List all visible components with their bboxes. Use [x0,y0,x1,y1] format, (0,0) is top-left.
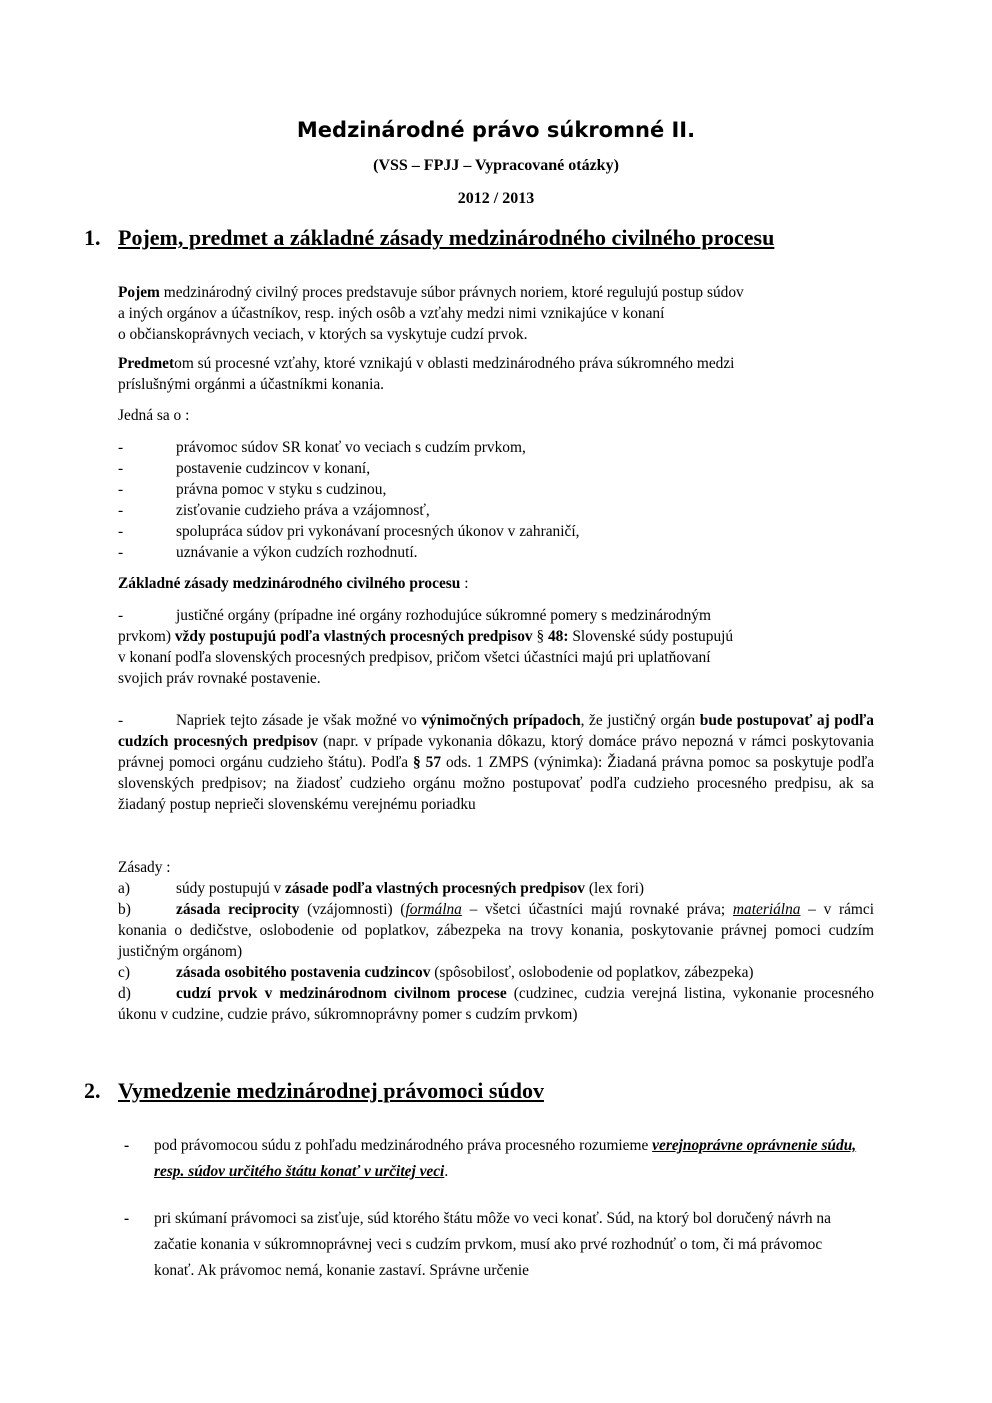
list-marker: - [118,502,124,519]
paragraph-bold-text: § 57 [413,754,442,771]
list-item-text: uznávanie a výkon cudzích rozhodnutí. [176,544,418,561]
predmet-term: Predmet [118,355,175,372]
list-marker: - [118,439,124,456]
paragraph-text: prvkom) [118,628,175,645]
list-item-text: právna pomoc v styku s cudzinou, [176,481,387,498]
paragraph-text: svojich práv rovnaké postavenie. [118,670,321,687]
list-item [118,437,874,458]
list-item-text: zisťovanie cudzieho práva a vzájomnosť, [176,502,430,519]
item-text: (lex fori) [585,880,644,897]
item-text: (vzájomnosti) ( [299,901,406,918]
principle-item-c [118,962,874,983]
principles-heading-text: Základné zásady medzinárodného civilného procesu [118,575,461,592]
paragraph-marker: - [118,607,124,624]
paragraph-text: ods. 1 ZMPS (výnimka): Žiadaná právna pomoc sa poskytuje podľa slovenských predpisov; na žiadosť cudzieho orgánu možno postupovať podľa cudzieho procesného predpisu, ak sa žiadaný postup neprieči slovenskému verejnému poriadku [118,754,875,813]
list-item [124,1133,864,1185]
paragraph-text: , že justičný orgán [580,712,700,729]
principle-item-d [118,983,874,1025]
item-bold-text: zásada reciprocity [176,901,300,918]
list-item-text: spolupráca súdov pri vykonávaní procesných úkonov v zahraničí, [176,523,580,540]
item-marker: c) [118,964,130,981]
paragraph-text: justičné orgány (prípadne iné orgány rozhodujúce súkromné pomery s medzinárodným [176,607,711,624]
jedna-sa-o-label [118,405,874,426]
paragraph-text: § [532,628,548,645]
item-text: . [444,1163,449,1180]
principle-paragraph-2 [118,710,874,815]
academic-year: 2012 / 2013 [457,190,535,207]
item-marker: d) [118,985,131,1002]
pojem-paragraph [118,282,874,345]
predmet-paragraph [118,353,874,395]
paragraph-marker: - [118,712,124,729]
list-marker: - [118,544,124,561]
list-item [118,458,874,479]
item-bold-text: zásada osobitého postavenia cudzincov [176,964,431,981]
pojem-line: medzinárodný civilný proces predstavuje súbor právnych noriem, ktoré regulujú postup súdov [159,284,744,301]
list-item [118,479,874,500]
item-text: – v rámci konania o dedičstve, oslobodenie od poplatkov, zábezpeka na trovy konania, poskytovanie právnej pomoci cudzím justičným orgánom) [118,901,875,960]
section-1-title: Pojem, predmet a základné zásady medzinárodného civilného procesu [118,225,775,250]
item-marker: b) [118,901,131,918]
list-item [118,500,874,521]
item-marker: a) [118,880,130,897]
paragraph-bold-text: vždy postupujú podľa vlastných procesných predpisov [174,628,533,645]
pojem-term: Pojem [118,284,160,301]
predmet-line: om sú procesné vzťahy, ktoré vznikajú v oblasti medzinárodného práva súkromného medzi [174,355,735,372]
list-item [118,521,874,542]
list-item [124,1206,864,1284]
item-bold-text: cudzí prvok v medzinárodnom civilnom procese [176,985,507,1002]
list-item-text: pri skúmaní právomoci sa zisťuje, súd ktorého štátu môže vo veci konať. Súd, na ktorý bol doručený návrh na začatie konania v súkromnoprávnej veci s cudzím prvkom, musí ako prvé rozhodnúť o tom, či má právomoc konať. Ak právomoc nemá, konanie zastaví. Správne určenie [154,1210,831,1279]
section-1-number: 1. [84,225,101,250]
principle-item-a [118,878,874,899]
item-italic-text: formálna [405,901,462,918]
principle-paragraph-1 [118,605,874,689]
section-2-number: 2. [84,1078,101,1103]
predmet-line: príslušnými orgánmi a účastníkmi konania. [118,376,385,393]
section-2-list [124,1206,864,1284]
paragraph-text: v konaní podľa slovenských procesných predpisov, pričom všetci účastníci majú pri uplatňovaní [118,649,711,666]
principles-heading-suffix: : [460,575,469,592]
paragraph-text: Slovenské súdy postupujú [568,628,734,645]
list-item-text: právomoc súdov SR konať vo veciach s cudzím prvkom, [176,439,526,456]
list-item-text [154,1133,864,1185]
pojem-line: a iných orgánov a účastníkov, resp. iných osôb a vzťahy medzi nimi vznikajúce v konaní [118,305,665,322]
item-text: – všetci účastníci majú rovnaké práva; [461,901,733,918]
list-marker: - [124,1137,130,1154]
section-2-title: Vymedzenie medzinárodnej právomoci súdov [118,1078,544,1103]
item-emphasis-text: verejnoprávne oprávnenie súdu, resp. súdov určitého štátu konať v určitej veci [154,1137,857,1180]
item-italic-text: materiálna [732,901,801,918]
paragraph-text: Napriek tejto zásade je však možné vo [176,712,422,729]
paragraph-bold-text: 48: [547,628,569,645]
document-subtitle: (VSS – FPJJ – Vypracované otázky) [373,157,619,174]
list-item-text: postavenie cudzincov v konaní, [176,460,371,477]
principle-item-b [118,899,874,962]
list-marker: - [118,481,124,498]
section-1-heading [84,225,774,251]
item-text: súdy postupujú v [176,880,286,897]
list-marker: - [118,460,124,477]
item-bold-text: zásade podľa vlastných procesných predpisov [285,880,585,897]
scope-list [118,437,874,563]
paragraph-text: (napr. v prípade vykonania dôkazu, ktorý domáce právo nepozná v rámci poskytovania právnej pomoci orgánu cudzieho štátu). Podľa [118,733,874,771]
paragraph-bold-text: výnimočných prípadoch [421,712,581,729]
item-text: (spôsobilosť, oslobodenie od poplatkov, zábezpeka) [430,964,754,981]
pojem-line: o občianskoprávnych veciach, v ktorých sa vyskytuje cudzí prvok. [118,326,528,343]
document-title: Medzinárodné právo súkromné II. [296,118,696,142]
list-marker: - [118,523,124,540]
principles-label: Zásady : [118,859,171,876]
list-item [118,542,874,563]
section-2-list [124,1133,864,1185]
item-text: pod právomocou súdu z pohľadu medzinárodného práva procesného rozumieme [154,1137,653,1154]
list-marker: - [124,1210,130,1227]
section-2-heading [84,1078,544,1104]
principles-list [118,857,874,1025]
paragraph-bold-text: bude postupovať aj podľa cudzích procesných predpisov [118,712,874,750]
jedna-sa-o-text: Jedná sa o : [118,407,190,424]
item-text: (cudzinec, cudzia verejná listina, vykonanie procesného úkonu v cudzine, cudzie právo, súkromnoprávny pomer s cudzím prvkom) [118,985,874,1023]
principles-heading [118,573,874,594]
